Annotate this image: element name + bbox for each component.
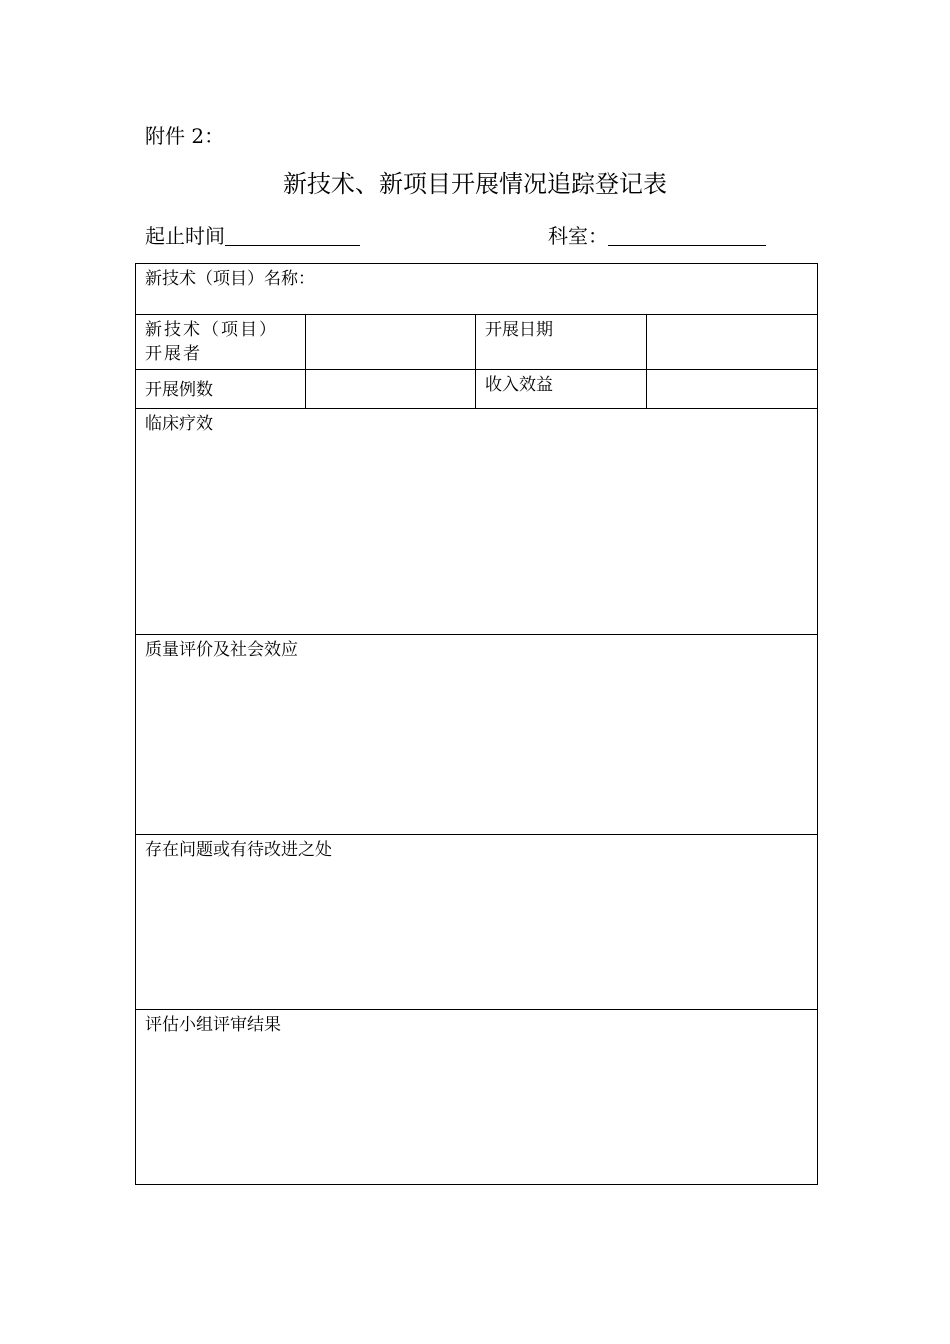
developer-label-cell (136, 315, 306, 370)
department-blank-line[interactable] (608, 223, 766, 246)
table-row (136, 1010, 818, 1185)
revenue-value-cell[interactable] (647, 370, 818, 409)
case-count-label: 开展例数 (145, 380, 213, 400)
form-title: 新技术、新项目开展情况追踪登记表 (283, 170, 667, 198)
clinical-efficacy-cell[interactable] (136, 409, 818, 635)
review-result-label: 评估小组评审结果 (145, 1015, 281, 1035)
review-result-cell[interactable] (136, 1010, 818, 1185)
case-count-value-cell[interactable] (306, 370, 476, 409)
table-row (136, 635, 818, 835)
case-count-label-cell (136, 370, 306, 409)
project-name-label: 新技术（项目）名称： (145, 269, 315, 289)
clinical-efficacy-label: 临床疗效 (145, 414, 213, 434)
department-field (548, 222, 766, 250)
quality-evaluation-cell[interactable] (136, 635, 818, 835)
table-row (136, 264, 818, 315)
attachment-label: 附件 2： (145, 124, 225, 148)
problems-cell[interactable] (136, 835, 818, 1010)
period-label: 起止时间 (145, 224, 225, 248)
period-blank-line[interactable] (225, 223, 360, 246)
developer-label: 新技术（项目）开展者 (145, 320, 278, 364)
table-row (136, 315, 818, 370)
developer-value-cell[interactable] (306, 315, 476, 370)
table-row (136, 370, 818, 409)
quality-evaluation-label: 质量评价及社会效应 (145, 640, 298, 660)
table-row (136, 409, 818, 635)
revenue-label-cell (476, 370, 647, 409)
period-field (145, 222, 360, 250)
start-date-value-cell[interactable] (647, 315, 818, 370)
department-label: 科室： (548, 224, 608, 248)
start-date-label: 开展日期 (485, 320, 553, 340)
project-name-cell[interactable] (136, 264, 818, 315)
table-row (136, 835, 818, 1010)
registration-table (135, 263, 818, 1185)
start-date-label-cell (476, 315, 647, 370)
problems-label: 存在问题或有待改进之处 (145, 840, 332, 860)
revenue-label: 收入效益 (485, 375, 553, 395)
